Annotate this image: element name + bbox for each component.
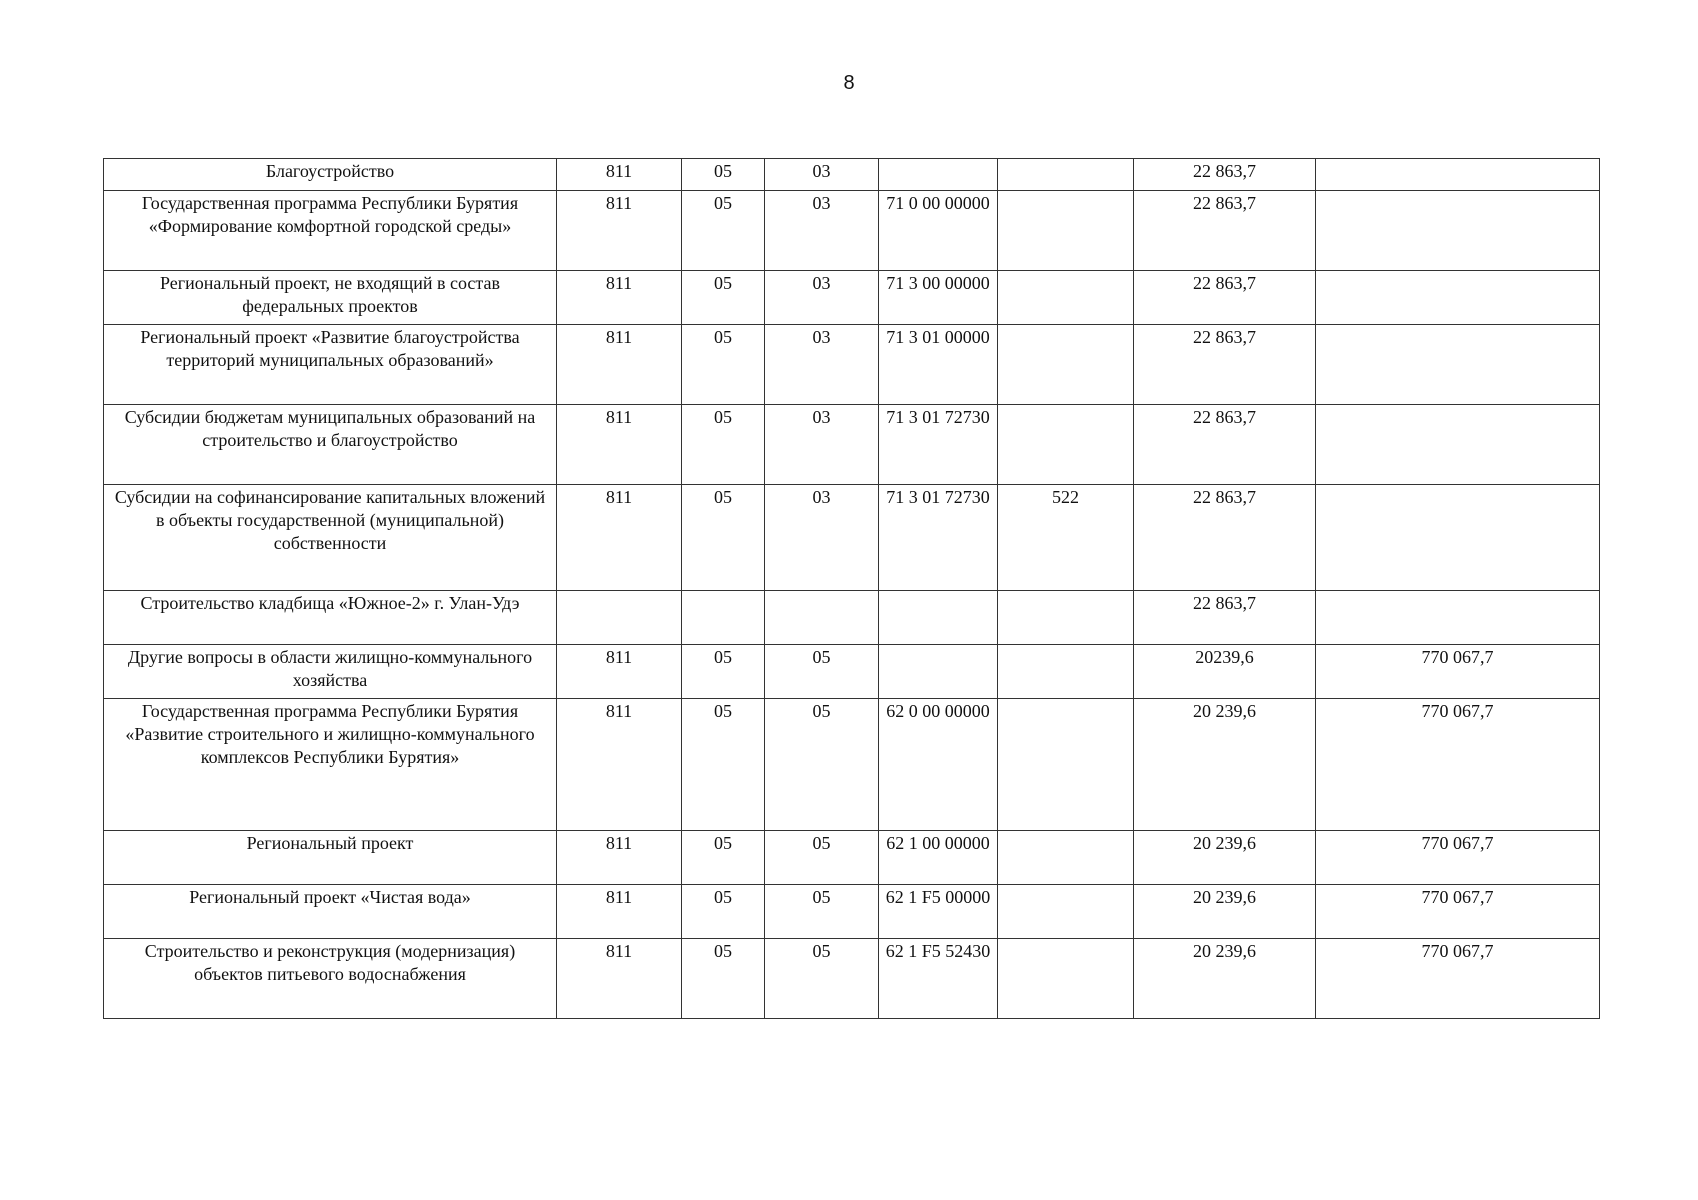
amount-cell: 20 239,6 — [1134, 831, 1316, 885]
expense-type-cell — [998, 191, 1134, 271]
subsection-cell: 03 — [765, 405, 879, 485]
table-row — [104, 325, 1600, 405]
expense-type-cell — [998, 325, 1134, 405]
expense-type-cell — [998, 591, 1134, 645]
expense-type-cell — [998, 885, 1134, 939]
ved-cell: 811 — [557, 485, 682, 591]
amount-cell: 22 863,7 — [1134, 325, 1316, 405]
expense-type-cell — [998, 405, 1134, 485]
subsection-cell: 03 — [765, 191, 879, 271]
table-row — [104, 405, 1600, 485]
amount-second-cell — [1316, 271, 1600, 325]
amount-cell: 22 863,7 — [1134, 485, 1316, 591]
target-article-cell: 62 1 F5 52430 — [879, 939, 998, 1019]
amount-second-cell — [1316, 405, 1600, 485]
table-row — [104, 485, 1600, 591]
page-number: 8 — [843, 72, 855, 94]
target-article-cell: 71 3 01 72730 — [879, 485, 998, 591]
target-article-cell — [879, 159, 998, 191]
amount-second-cell — [1316, 591, 1600, 645]
item-name-cell: Субсидии на софинансирование капитальных вложений в объекты государственной (муниципальной) собственности — [104, 485, 557, 591]
amount-second-cell — [1316, 191, 1600, 271]
expense-type-cell: 522 — [998, 485, 1134, 591]
ved-cell: 811 — [557, 325, 682, 405]
subsection-cell: 03 — [765, 325, 879, 405]
section-cell: 05 — [682, 159, 765, 191]
target-article-cell: 62 0 00 00000 — [879, 699, 998, 831]
ved-cell: 811 — [557, 159, 682, 191]
amount-second-cell: 770 067,7 — [1316, 645, 1600, 699]
section-cell: 05 — [682, 485, 765, 591]
table-row — [104, 699, 1600, 831]
amount-second-cell: 770 067,7 — [1316, 939, 1600, 1019]
ved-cell: 811 — [557, 271, 682, 325]
ved-cell: 811 — [557, 645, 682, 699]
item-name-cell: Региональный проект — [104, 831, 557, 885]
section-cell: 05 — [682, 831, 765, 885]
ved-cell — [557, 591, 682, 645]
subsection-cell: 03 — [765, 271, 879, 325]
amount-cell: 22 863,7 — [1134, 191, 1316, 271]
expense-type-cell — [998, 645, 1134, 699]
section-cell: 05 — [682, 325, 765, 405]
subsection-cell: 05 — [765, 699, 879, 831]
item-name-cell: Региональный проект, не входящий в состав федеральных проектов — [104, 271, 557, 325]
budget-table — [103, 158, 1600, 1019]
section-cell: 05 — [682, 645, 765, 699]
amount-cell: 22 863,7 — [1134, 159, 1316, 191]
section-cell: 05 — [682, 191, 765, 271]
table-row — [104, 939, 1600, 1019]
amount-cell: 22 863,7 — [1134, 271, 1316, 325]
subsection-cell: 05 — [765, 645, 879, 699]
section-cell: 05 — [682, 271, 765, 325]
item-name-cell: Благоустройство — [104, 159, 557, 191]
section-cell: 05 — [682, 939, 765, 1019]
amount-second-cell: 770 067,7 — [1316, 885, 1600, 939]
section-cell — [682, 591, 765, 645]
target-article-cell — [879, 591, 998, 645]
expense-type-cell — [998, 939, 1134, 1019]
subsection-cell: 03 — [765, 159, 879, 191]
expense-type-cell — [998, 831, 1134, 885]
section-cell: 05 — [682, 885, 765, 939]
table-row — [104, 831, 1600, 885]
target-article-cell: 62 1 F5 00000 — [879, 885, 998, 939]
amount-second-cell: 770 067,7 — [1316, 831, 1600, 885]
amount-second-cell — [1316, 325, 1600, 405]
item-name-cell: Строительство и реконструкция (модернизация) объектов питьевого водоснабжения — [104, 939, 557, 1019]
subsection-cell: 05 — [765, 885, 879, 939]
amount-cell: 20239,6 — [1134, 645, 1316, 699]
ved-cell: 811 — [557, 831, 682, 885]
item-name-cell: Строительство кладбища «Южное-2» г. Улан-Удэ — [104, 591, 557, 645]
table-row — [104, 645, 1600, 699]
target-article-cell: 71 3 00 00000 — [879, 271, 998, 325]
section-cell: 05 — [682, 699, 765, 831]
subsection-cell — [765, 591, 879, 645]
target-article-cell: 71 0 00 00000 — [879, 191, 998, 271]
item-name-cell: Государственная программа Республики Бурятия «Развитие строительного и жилищно-коммунального комплексов Республики Бурятия» — [104, 699, 557, 831]
target-article-cell: 71 3 01 72730 — [879, 405, 998, 485]
amount-cell: 20 239,6 — [1134, 885, 1316, 939]
section-cell: 05 — [682, 405, 765, 485]
amount-cell: 22 863,7 — [1134, 591, 1316, 645]
item-name-cell: Субсидии бюджетам муниципальных образований на строительство и благоустройство — [104, 405, 557, 485]
table-row — [104, 591, 1600, 645]
table-row — [104, 271, 1600, 325]
expense-type-cell — [998, 159, 1134, 191]
target-article-cell — [879, 645, 998, 699]
amount-cell: 20 239,6 — [1134, 939, 1316, 1019]
target-article-cell: 62 1 00 00000 — [879, 831, 998, 885]
subsection-cell: 05 — [765, 939, 879, 1019]
ved-cell: 811 — [557, 405, 682, 485]
target-article-cell: 71 3 01 00000 — [879, 325, 998, 405]
expense-type-cell — [998, 699, 1134, 831]
amount-second-cell — [1316, 159, 1600, 191]
amount-cell: 22 863,7 — [1134, 405, 1316, 485]
subsection-cell: 03 — [765, 485, 879, 591]
ved-cell: 811 — [557, 885, 682, 939]
item-name-cell: Региональный проект «Развитие благоустройства территорий муниципальных образований» — [104, 325, 557, 405]
ved-cell: 811 — [557, 939, 682, 1019]
ved-cell: 811 — [557, 191, 682, 271]
table-row — [104, 191, 1600, 271]
amount-cell: 20 239,6 — [1134, 699, 1316, 831]
item-name-cell: Региональный проект «Чистая вода» — [104, 885, 557, 939]
item-name-cell: Государственная программа Республики Бурятия «Формирование комфортной городской среды» — [104, 191, 557, 271]
expense-type-cell — [998, 271, 1134, 325]
item-name-cell: Другие вопросы в области жилищно-коммунального хозяйства — [104, 645, 557, 699]
amount-second-cell — [1316, 485, 1600, 591]
ved-cell: 811 — [557, 699, 682, 831]
amount-second-cell: 770 067,7 — [1316, 699, 1600, 831]
table-row — [104, 159, 1600, 191]
subsection-cell: 05 — [765, 831, 879, 885]
table-row — [104, 885, 1600, 939]
